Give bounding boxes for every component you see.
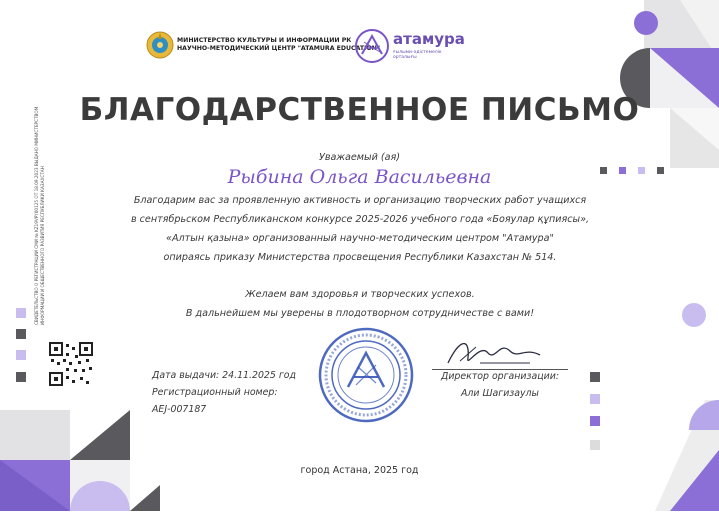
salutation: Уважаемый (ая) <box>318 152 401 163</box>
body-line4: опираясь приказу Министерства просвещения Республики Казахстан № 514. <box>163 252 557 263</box>
signature-icon <box>440 333 550 373</box>
issue-info <box>152 367 296 418</box>
atamura-logo-icon <box>354 28 390 64</box>
city-year: город Астана, 2025 год <box>300 465 419 476</box>
signature-block <box>432 368 568 402</box>
decor-squares-column-left <box>16 308 28 388</box>
director-name: Али Шагизаулы <box>461 388 539 399</box>
decor-bottom-left <box>0 390 170 511</box>
decor-squares-column-right <box>590 372 602 452</box>
recipient-name: Рыбина Ольга Васильевна <box>227 166 492 188</box>
qr-code-icon <box>48 341 94 387</box>
wishes-paragraph <box>100 285 620 323</box>
body-line1: Благодарим вас за проявленную активность и организацию творческих работ учащихся <box>133 195 587 206</box>
vertical-registration-text: СВИДЕТЕЛЬСТВО О РЕГИСТРАЦИИ СМИ № KZ19VPY00125 ОТ 18.09.2023 ВЫДАНО МИНИСТЕРСТВОМ ИНФОРМАЦИИ И ОБЩЕСТВЕННОГО РАЗВИТИЯ РЕСПУБЛИКИ КАЗАХСТАН <box>34 106 45 325</box>
atamura-subtitle: ғылыми-әдістемелік орталығы <box>393 50 442 60</box>
ministry-header <box>177 37 380 53</box>
registration-number: AEJ-007187 <box>152 404 207 415</box>
kazakhstan-emblem-icon <box>146 31 174 59</box>
decor-circle-right <box>682 303 706 327</box>
atamura-brand-name: атамура <box>393 30 465 48</box>
body-paragraph <box>100 191 620 267</box>
director-position: Директор организации: <box>441 371 559 382</box>
issue-date: Дата выдачи: 24.11.2025 год <box>152 370 296 381</box>
ministry-line1: МИНИСТЕРСТВО КУЛЬТУРЫ И ИНФОРМАЦИИ РК <box>177 37 352 44</box>
wish-line1: Желаем вам здоровья и творческих успехов. <box>245 289 475 300</box>
official-stamp-icon <box>318 327 414 423</box>
wish-line2: В дальнейшем мы уверены в плодотворном сотрудничестве с вами! <box>185 308 535 319</box>
decor-bottom-right <box>615 380 719 511</box>
ministry-line2: НАУЧНО-МЕТОДИЧЕСКИЙ ЦЕНТР "ATAMURA EDUCATION" <box>177 45 381 52</box>
document-title: БЛАГОДАРСТВЕННОЕ ПИСЬМО <box>79 92 640 128</box>
registration-label: Регистрационный номер: <box>152 387 278 398</box>
body-line2: в сентябрьском Республиканском конкурсе 2025-2026 учебного года «Бояулар құпиясы», <box>130 214 590 225</box>
body-line3: «Алтын қазына» организованный научно-методическим центром "Атамура" <box>166 233 554 244</box>
